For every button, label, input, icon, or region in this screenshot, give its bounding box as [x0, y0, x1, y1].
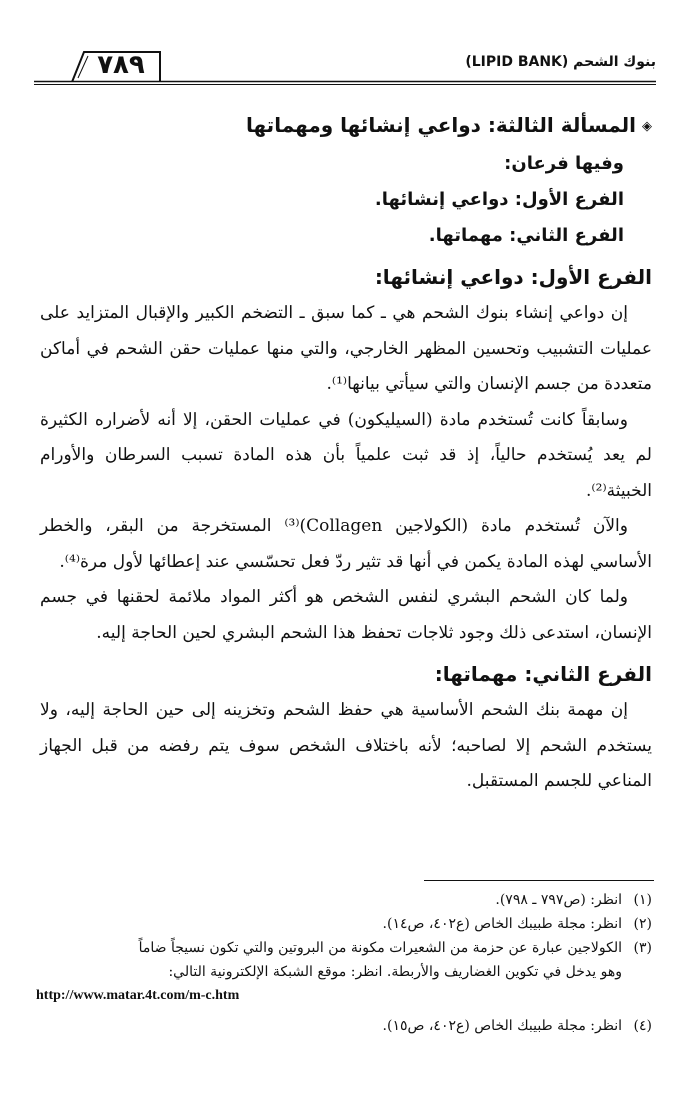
- page-header: [34, 42, 656, 90]
- section-title: [40, 106, 652, 146]
- page-number: ٧٨٩: [97, 50, 145, 80]
- branch1-heading: الفرع الأول: دواعي إنشائها:: [374, 265, 652, 289]
- section-title-text: المسألة الثالثة: دواعي إنشائها ومهماتها: [245, 113, 636, 137]
- footnote-item: [34, 888, 652, 912]
- footnote-text: انظر: (ص٧٩٧ ـ ٧٩٨).: [495, 892, 622, 908]
- footnote-link[interactable]: http://www.matar.4t.com/m-c.htm: [36, 988, 240, 1003]
- footnote-text: الكولاجين عبارة عن حزمة من الشعيرات مكونة من البروتين والتي تكون نسيجاً ضاماً: [138, 940, 622, 956]
- branch-list-item-1: الفرع الأول: دواعي إنشائها.: [374, 189, 624, 210]
- header-rule: [34, 80, 656, 86]
- footnote-item: [34, 936, 652, 960]
- footnote-number: (٤): [633, 1018, 652, 1034]
- footnote-number: (٣): [633, 940, 652, 956]
- branch1-paragraph: ولما كان الشحم البشري لنفس الشخص هو أكثر المواد ملائمة لحقنها في جسم الإنسان، استدعى ذلك وجود ثلاجات تحفظ هذا الشحم البشري لحين الحاجة إليه.: [40, 587, 652, 643]
- footnote-continuation: وهو يدخل في تكوين الغضاريف والأربطة. انظر: موقع الشبكة الإلكترونية التالي:: [168, 964, 622, 980]
- branch2-paragraph: إن مهمة بنك الشحم الأساسية هي حفظ الشحم وتخزينه إلى حين الحاجة إليه، ولا يستخدم الشحم إلا لصاحبه؛ لأنه باختلاف الشخص سوف يتم رفضه من قبل الجهاز المناعي للجسم المستقبل.: [40, 700, 652, 791]
- footnote-number: (١): [633, 892, 652, 908]
- branch2-heading: الفرع الثاني: مهماتها:: [434, 662, 652, 686]
- footnote-text: انظر: مجلة طبيبك الخاص (ع٤٠٢، ص١٤).: [382, 916, 622, 932]
- footnote-number: (٢): [633, 916, 652, 932]
- footnote-text: انظر: مجلة طبيبك الخاص (ع٤٠٢، ص١٥).: [382, 1018, 622, 1034]
- main-content: [40, 106, 652, 800]
- section-intro: وفيها فرعان:: [504, 153, 624, 174]
- footnote-separator: [424, 880, 654, 881]
- footnote-item: [34, 912, 652, 936]
- branch-list-item-2: الفرع الثاني: مهماتها.: [428, 225, 624, 246]
- branch1-paragraph: إن دواعي إنشاء بنوك الشحم هي ـ كما سبق ـ التضخم الكبير والإقبال المتزايد على عمليات التشبيب وتحسين المظهر الخارجي، والتي منها عمليات حقن الشحم في أماكن متعددة من جسم الإنسان والتي سيأتي بيانها⁽¹⁾.: [40, 303, 652, 394]
- diamond-bullet-icon: ◈: [642, 119, 652, 134]
- page-number-frame: [70, 48, 162, 82]
- branch1-paragraph: وسابقاً كانت تُستخدم مادة (السيليكون) في عمليات الحقن، إلا أنه لأضراره الكثيرة لم يعد يُستخدم حالياً، إذ قد ثبت علمياً بأن هذه المادة تسبب السرطان والأورام الخبيثة⁽²⁾.: [40, 409, 652, 501]
- footnotes: [34, 888, 652, 1038]
- footnote-item: [34, 1014, 652, 1038]
- running-title: بنوك الشحم (LIPID BANK): [465, 54, 656, 70]
- branch1-paragraph: والآن تُستخدم مادة (الكولاجين Collagen)⁽³⁾ المستخرجة من البقر، والخطر الأساسي لهذه المادة يكمن في أنها قد تثير ردّ فعل تحسّسي عند إعطائها لأول مرة⁽⁴⁾.: [40, 516, 652, 572]
